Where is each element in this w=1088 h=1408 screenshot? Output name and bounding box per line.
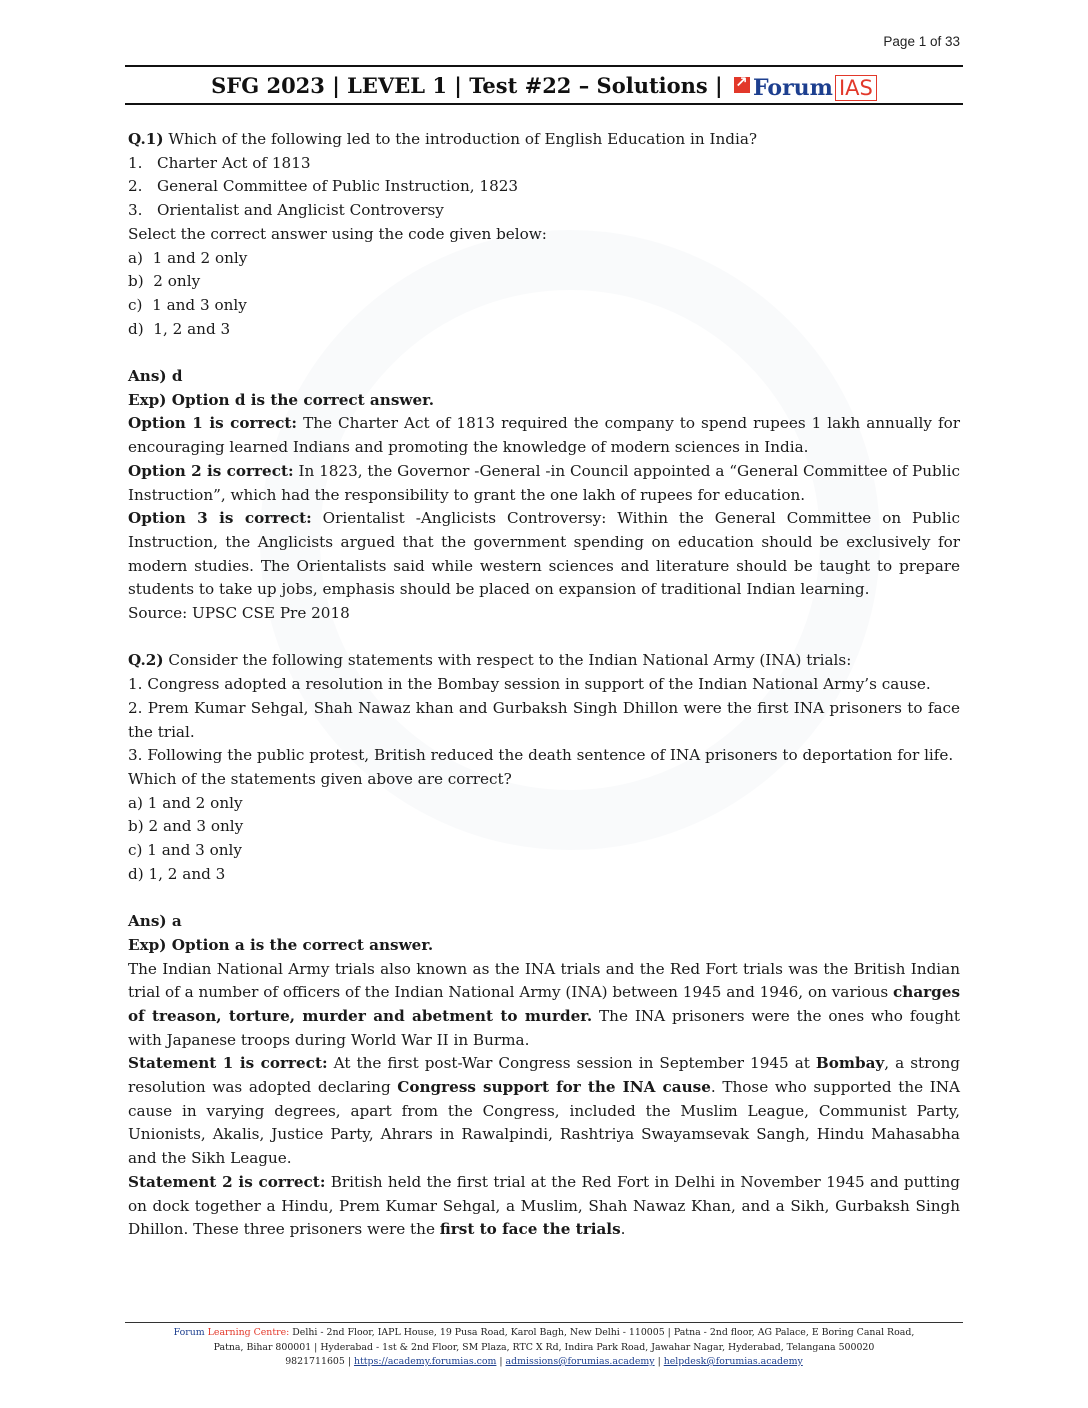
q1-explanation-heading: Exp) Option d is the correct answer. — [128, 390, 434, 409]
q1-answer: Ans) d — [128, 367, 183, 386]
q1-option1-explanation: Option 1 is correct: The Charter Act of 1813 required the company to spend rupees 1 lakh annually for encouraging learned Indians and promoting the knowledge of modern sciences in India. — [128, 414, 961, 457]
header-top-rule — [125, 65, 963, 67]
helpdesk-email-link[interactable]: helpdesk@forumias.academy — [663, 1356, 803, 1367]
q2-option: b) 2 and 3 only — [128, 817, 244, 836]
q1-item: 1. Charter Act of 1813 — [128, 153, 311, 172]
q2-instruction: Which of the statements given above are correct? — [128, 769, 512, 788]
header-bottom-rule — [125, 103, 963, 105]
q1-option: b) 2 only — [128, 272, 201, 291]
page-header — [125, 73, 963, 101]
q1-option: c) 1 and 3 only — [128, 295, 247, 314]
q1-question: Q.1) Which of the following led to the introduction of English Education in India? — [128, 130, 758, 148]
page-footer — [125, 1326, 963, 1370]
footer-address-line2: Patna, Bihar 800001 | Hyderabad - 1st & 2nd Floor, SM Plaza, RTC X Rd, Indira Park Road, Jawahar Nagar, Hyderabad, Telangana 500020 — [213, 1341, 875, 1353]
footer-address-line1: Forum Learning Centre: Delhi - 2nd Floor, IAPL House, 19 Pusa Road, Karol Bagh, New Delhi - 110005 | Patna - 2nd floor, AG Palace, E Boring Canal Road, — [173, 1327, 915, 1338]
q2-question: Q.2) Consider the following statements with respect to the Indian National Army (INA) trials: — [128, 651, 852, 670]
q2-statement: 2. Prem Kumar Sehgal, Shah Nawaz khan and Gurbaksh Singh Dhillon were the first INA prisoners to face the trial. — [128, 698, 960, 741]
q1-option: d) 1, 2 and 3 — [128, 319, 231, 338]
q2-explanation-intro: The Indian National Army trials also known as the INA trials and the Red Fort trials was the British Indian trial of a number of officers of the Indian National Army (INA) between 1945 and 1946, on various charges of treason, torture, murder and abetment to murder. The INA prisoners were the ones who fought with Japanese troops during World War II in Burma. — [128, 959, 960, 1049]
header-title: SFG 2023 | LEVEL 1 | Test #22 – Solutions | — [211, 73, 723, 98]
q1-instruction: Select the correct answer using the code given below: — [128, 224, 547, 243]
footer-contact-line: 9821711605 | https://academy.forumias.com | admissions@forumias.academy | helpdesk@forumias.academy — [285, 1356, 803, 1367]
footer-rule — [125, 1322, 963, 1323]
q2-statement1-explanation: Statement 1 is correct: At the first post-War Congress session in September 1945 at Bombay, a strong resolution was adopted declaring Congress support for the INA cause. Those who supported the INA cause in varying degrees, apart from the Congress, included the Muslim League, Communist Party, Unionists, Akalis, Justice Party, Ahrars in Rawalpindi, Rashtriya Swayamsevak Sangh, Hindu Mahasabha and the Sikh League. — [128, 1054, 961, 1168]
q1-item: 3. Orientalist and Anglicist Controversy — [128, 201, 444, 220]
footer-phone: 9821711605 — [285, 1356, 345, 1367]
q1-item: 2. General Committee of Public Instruction, 1823 — [128, 177, 519, 196]
forumias-logo: ↗ Forum IAS — [734, 75, 877, 101]
admissions-email-link[interactable]: admissions@forumias.academy — [505, 1356, 655, 1367]
q2-option: d) 1, 2 and 3 — [128, 864, 226, 883]
q1-option3-explanation: Option 3 is correct: Orientalist -Anglicists Controversy: Within the General Committee on Public Instruction, the Anglicists argued that the government spending on education should be exclusively for modern studies. The Orientalists said while western sciences and literature should be taught to prepare students to take up jobs, emphasis should be placed on expansion of traditional Indian learning. — [128, 509, 961, 599]
q1-option2-explanation: Option 2 is correct: In 1823, the Governor -General -in Council appointed a “General Committee of Public Instruction”, which had the responsibility to grant the one lakh of rupees for education. — [128, 461, 961, 504]
page-number: Page 1 of 33 — [883, 34, 960, 49]
academy-link[interactable]: https://academy.forumias.com — [353, 1356, 497, 1367]
q2-answer: Ans) a — [128, 912, 182, 931]
q2-explanation-heading: Exp) Option a is the correct answer. — [128, 935, 434, 954]
q1-option: a) 1 and 2 only — [128, 248, 248, 267]
q2-statement: 1. Congress adopted a resolution in the Bombay session in support of the Indian National Army’s cause. — [128, 675, 931, 694]
solutions-content — [128, 128, 960, 1242]
q1-source: Source: UPSC CSE Pre 2018 — [128, 604, 350, 623]
arrow-up-right-icon — [734, 77, 750, 93]
q2-option: a) 1 and 2 only — [128, 793, 243, 812]
q2-statement: 3. Following the public protest, British reduced the death sentence of INA prisoners to deportation for life. — [128, 746, 954, 765]
q2-option: c) 1 and 3 only — [128, 841, 242, 860]
q2-statement2-explanation: Statement 2 is correct: British held the first trial at the Red Fort in Delhi in November 1945 and putting on dock together a Hindu, Prem Kumar Sehgal, a Muslim, Shah Nawaz Khan, and a Sikh, Gurbaksh Singh Dhillon. These three prisoners were the first to face the trials. — [128, 1172, 960, 1239]
